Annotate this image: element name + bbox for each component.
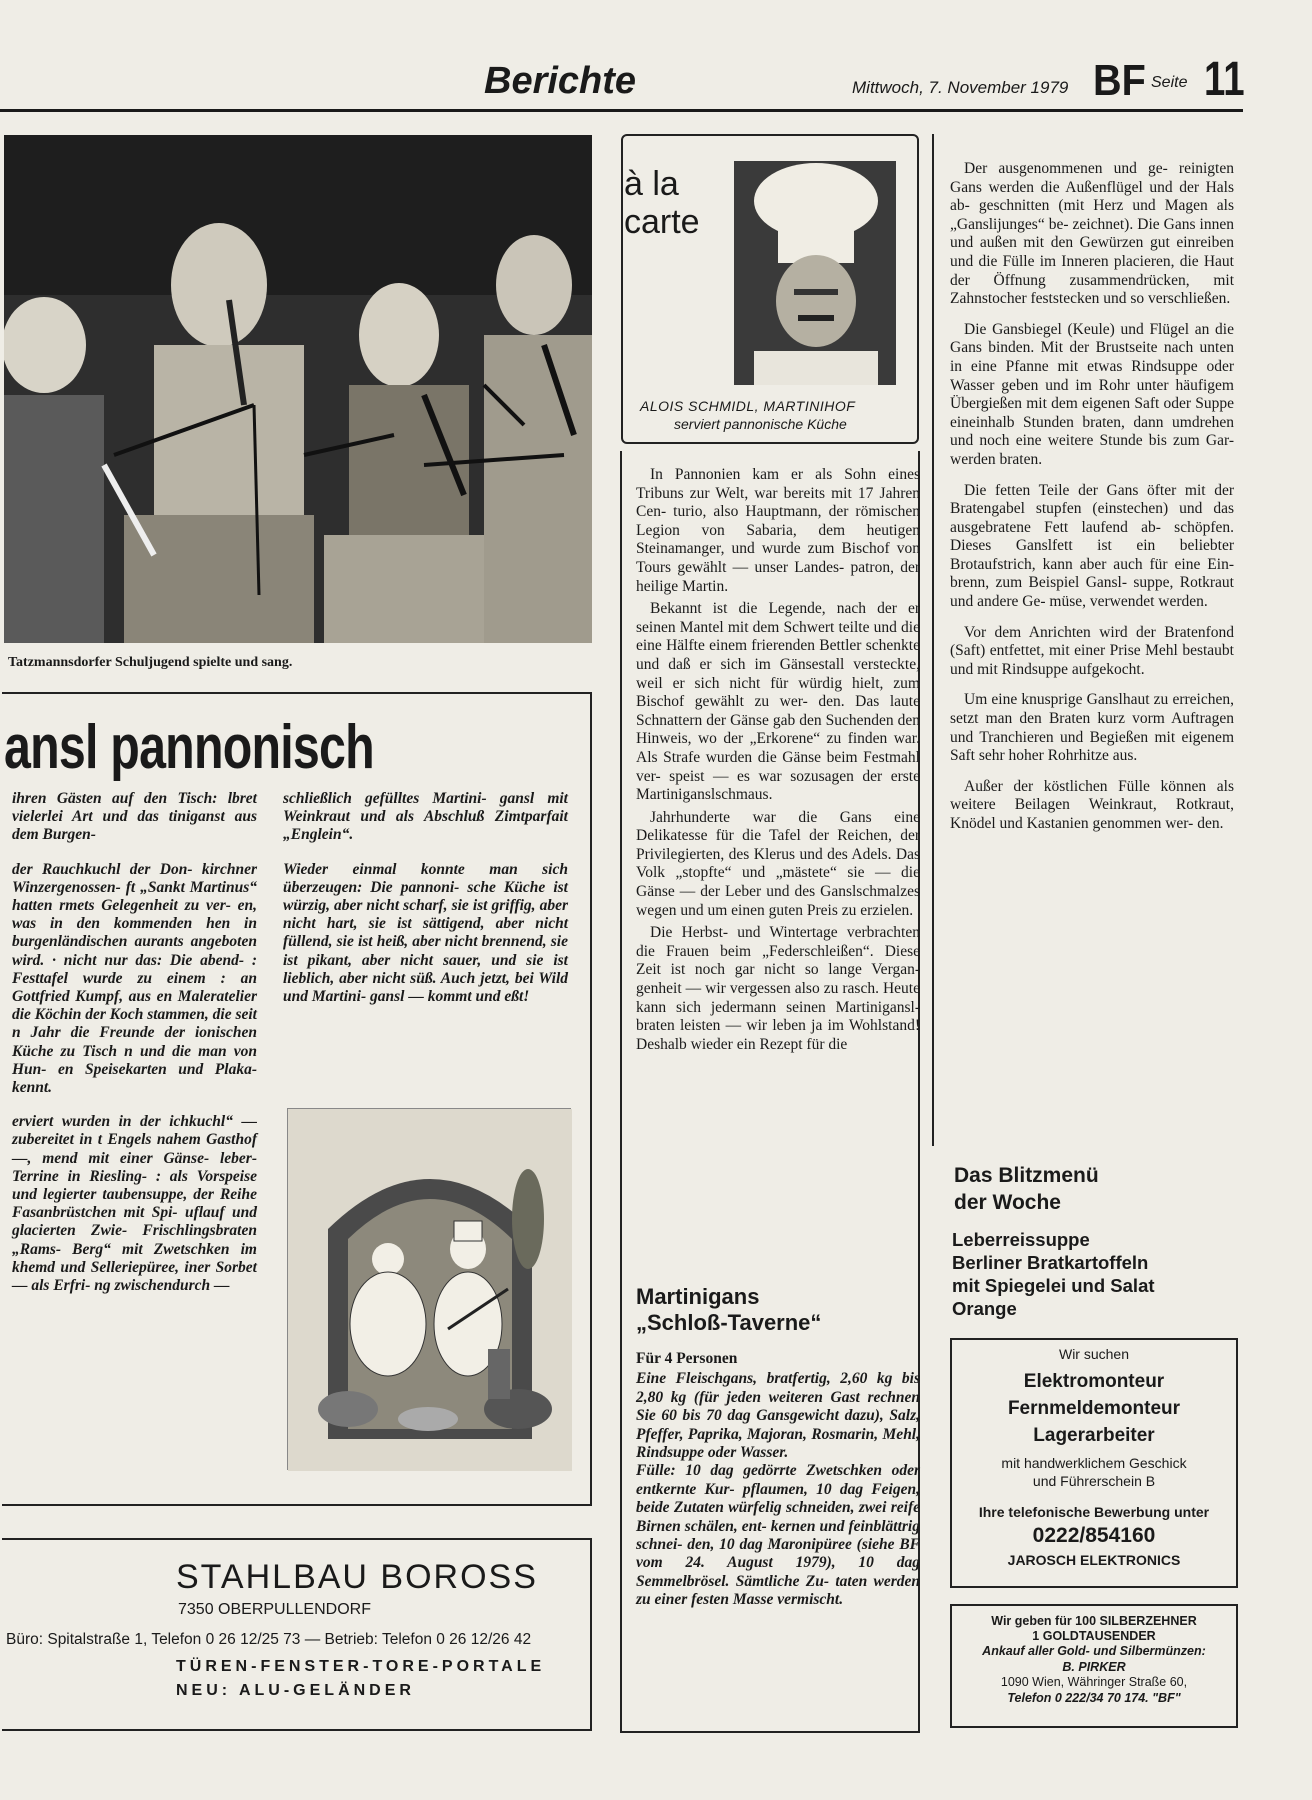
page-number: 11: [1204, 53, 1245, 106]
a-la-carte-title-line: à la: [624, 165, 679, 203]
ad-job-positions: [950, 1368, 1238, 1449]
section-title: Berichte: [484, 60, 637, 102]
ad-stahlbau-phones: Büro: Spitalstraße 1, Telefon 0 26 12/25 73 — Betrieb: Telefon 0 26 12/26 42: [6, 1631, 532, 1648]
article-paragraph: Um eine knusprige Ganslhaut zu erreichen, setzt man den Braten kurz vorm Auftragen und Tranchieren und Begießen mit eigenem Saft sehr hoher Rohrhitze aus.: [950, 691, 1234, 765]
ad-job-requirement: und Führerschein B: [1032, 1473, 1156, 1489]
recipe-title-line: „Schloß-Taverne“: [636, 1310, 822, 1335]
ad-stahlbau-products: TÜREN-FENSTER-TORE-PORTALE: [176, 1658, 546, 1675]
ad-job-phone: 0222/854160: [1032, 1524, 1156, 1547]
issue-date: Mittwoch, 7. November 1979: [852, 78, 1069, 97]
blitz-menu-item: Orange: [952, 1298, 1017, 1319]
article-column-right: [283, 790, 568, 1022]
article-paragraph: Die fetten Teile der Gans öfter mit der Bratengabel stupfen (einstechen) und das ausgebratene Fett laufend ab- schöpfen. Dieses Ganslfett ist ein beliebter Brotaufstrich, kann aber auch für eine Ein- brenn, zum Beispiel Gansl- suppe, Rotkraut und andere Ge- müse, verwendet werden.: [950, 481, 1234, 611]
ad-gold-dealer: B. PIRKER: [1062, 1660, 1126, 1674]
chef-caption-name: ALOIS SCHMIDL, MARTINIHOF: [640, 398, 856, 414]
article-paragraph: Die Gansbiegel (Keule) und Flügel an die Gans binden. Mit der Brustseite nach unten in eine Pfanne mit etwas Rindsuppe oder Wasser geben und im Rohr unter häufigem Übergießen mit dem eigenen Saft oder Suppe eineinhalb Stunden braten, dann umdrehen und noch eine weitere Stunde bis zum Gar- werden braten.: [950, 320, 1234, 468]
page-label: Seite: [1151, 74, 1188, 91]
blitz-menu-item: Leberreissuppe: [952, 1229, 1090, 1250]
ad-job-requirement: mit handwerklichem Geschick: [1001, 1455, 1187, 1471]
article-paragraph: schließlich gefülltes Martini- gansl mit Weinkraut und als Abschluß Zimtparfait „Englein“.: [283, 790, 568, 844]
middle-column: [636, 466, 920, 1058]
ad-job-requirements: [950, 1454, 1238, 1490]
a-la-carte-title-line: carte: [624, 203, 700, 241]
article-paragraph: Die Herbst- und Wintertage verbrachten die Frauen beim „Federschleißen“. Diese Zeit ist noch gar nicht so lange Vergan- genheit — wir vergessen also zu rasch. Heute kann sich jedermann seinen Martinigansl- braten leisten — wir leben ja im Wohlstand! Deshalb wieder ein Rezept für die: [636, 924, 920, 1053]
blitz-menu-items: [952, 1228, 1155, 1320]
kumpf-illustration: [287, 1108, 571, 1470]
article-paragraph: Außer der köstlichen Fülle können als weitere Beilagen Weinkraut, Rotkraut, Knödel und Kastanien genommen wer- den.: [950, 777, 1234, 832]
ad-stahlbau-new: NEU: ALU-GELÄNDER: [176, 1682, 415, 1699]
blitz-menu-item: Berliner Bratkartoffeln: [952, 1252, 1149, 1273]
recipe-servings: Für 4 Personen: [636, 1350, 738, 1367]
ad-gold-offer: [950, 1614, 1238, 1644]
article-paragraph: In Pannonien kam er als Sohn eines Tribuns zur Welt, war bereits mit 17 Jahren Cen- turio, also Hauptmann, der römischen Legion von Sabaria, dem heutigen Steinamanger, und wurde zum Bischof von Tours gewählt — unser Landes- patron, der heilige Martin.: [636, 466, 920, 595]
newspaper-logo: BF: [1093, 56, 1146, 105]
ad-gold-purchase: Ankauf aller Gold- und Silbermünzen:: [982, 1644, 1206, 1658]
article-paragraph: erviert wurden in der ichkuchl“ — zubereitet in t Engels nahem Gasthof —, mend mit einer Gänse- leber-Terrine in Riesling- : als Vorspeise und legierter taubensuppe, der Reihe Fasanbrüstchen mit Spi- uflauf und glacierten Zwie- Frischlingsbraten „Rams- Berg“ mit Zwetschken im khemd und Selleriepüree, iner Sorbet — als Erfri- ng zwischendurch —: [12, 1113, 257, 1295]
recipe-title-line: Martinigans: [636, 1284, 760, 1309]
article-paragraph: der Rauchkuchl der Don- kirchner Winzergenossen- ft „Sankt Martinus“ hatten rmets Gelegenheit zu ver- en, was in den kommenden hen in burgenländischen aurants angeboten wird. · nicht nur das: Die abend- : Festtafel wurde zu einem : an Gottfried Kumpf, aus en Maleratelier die Köchin der Koch stammen, die seit n Jahr die Freunde der ionischen Küche zu Tisch n und die man von Hun- en Speisekarten und Plaka- kennt.: [12, 860, 257, 1097]
recipe-body: [636, 1350, 920, 1610]
ad-stahlbau-town: 7350 OBERPULLENDORF: [178, 1601, 371, 1618]
column-divider: [932, 134, 934, 1146]
a-la-carte-title: [624, 165, 700, 241]
article-paragraph: Wieder einmal konnte man sich überzeugen: Die pannoni- sche Küche ist würzig, aber nicht scharf, sie ist griffig, aber nicht hart, sie ist sättigend, aber nicht füllend, sie ist heiß, aber nicht brennend, sie ist pikant, aber nicht sauer, und sie ist lieblich, aber nicht süß. Auch jetzt, bei Wild und Martini- gansl — kommt und eßt!: [283, 860, 568, 1006]
blitz-title-line: Das Blitzmenü: [954, 1164, 1099, 1187]
blitz-title-line: der Woche: [954, 1191, 1061, 1214]
header-rule: [0, 109, 1243, 112]
ad-gold-line: Wir geben für 100 SILBERZEHNER: [991, 1614, 1197, 1628]
article-paragraph: Der ausgenommenen und ge- reinigten Gans werden die Außenflügel und der Hals ab- geschnitten (mit Herz und Magen als „Ganslijunges“ be- zeichnet). Die Gans innen und außen mit den Gewürzen gut einreiben und die Fülle im Inneren placieren, die Haut der Öffnung zusammendrücken, mit Zahnstocher feststecken und so verschließen.: [950, 160, 1234, 308]
article-paragraph: Vor dem Anrichten wird der Bratenfond (Saft) entfettet, mit einer Prise Mehl bestaubt und mit Rindsuppe aufgekocht.: [950, 623, 1234, 678]
ad-stahlbau-name: STAHLBAU BOROSS: [176, 1558, 538, 1596]
recipe-title: [636, 1284, 821, 1336]
ad-gold-phone: Telefon 0 222/34 70 174. "BF": [1007, 1691, 1181, 1705]
photo-caption: Tatzmannsdorfer Schuljugend spielte und sang.: [8, 655, 293, 670]
chef-portrait: [734, 161, 896, 385]
children-photo-drawing: [4, 135, 592, 643]
cooks-illustration-drawing: [288, 1109, 572, 1471]
ad-job-intro: Wir suchen: [1058, 1346, 1130, 1362]
chef-portrait-drawing: [734, 161, 896, 385]
ad-job-position: Elektromonteur: [1023, 1371, 1165, 1392]
blitz-menu-title: [954, 1162, 1099, 1216]
blitz-menu-item: mit Spiegelei und Salat: [952, 1275, 1155, 1296]
article-headline: ansl pannonisch: [4, 713, 374, 782]
article-column-left: [12, 790, 257, 1311]
ad-gold-line: 1 GOLDTAUSENDER: [1032, 1629, 1156, 1643]
recipe-ingredients: Eine Fleischgans, bratfertig, 2,60 kg bis 2,80 kg (für jeden weiteren Gast rechnen Sie 60 bis 70 dag Gansgewicht dazu), Salz, Pfeffer, Paprika, Majoran, Rosmarin, Mehl, Rindsuppe oder Wasser.: [636, 1370, 920, 1462]
article-paragraph: Bekannt ist die Legende, nach der er seinen Mantel mit dem Schwert teilte und die eine Hälfte einem frierenden Bettler schenkte und daß er sich im Gänsestall versteckte, weil er sich nicht für würdig hielt, zum Bischof gewählt zu wer- den. Das laute Schnattern der Gänse gab den Suchenden den Hinweis, wo der „Erkorene“ zu finden war. Als Strafe wurden die Gänse beim Festmahl ver- speist — es war sozusagen der erste Martiniganslschmaus.: [636, 600, 920, 804]
ad-gold-address: 1090 Wien, Währinger Straße 60,: [1000, 1675, 1188, 1689]
right-column: [950, 160, 1234, 846]
chef-caption-subtitle: serviert pannonische Küche: [674, 416, 847, 432]
article-paragraph: Jahrhunderte war die Gans eine Delikatesse für die Tafel der Reichen, der Privilegierten, des Klerus und des Adels. Das Volk „stopfte“ und „mästete“ sie — die Gänse — der Leber und des Ganslschmalzes wegen und um einen guten Preis zu erzielen.: [636, 808, 920, 919]
recipe-stuffing: Fülle: 10 dag gedörrte Zwetschken oder entkernte Kur- pflaumen, 10 dag Feigen, beide Zutaten würfelig schneiden, zwei reife Birnen schälen, ent- kernen und feinblättrig schnei- den, 10 dag Maronipüree (siehe BF vom 24. August 1979), 10 dag Semmelbrösel. Sämtliche Zu- taten werden zu einer festen Masse vermischt.: [636, 1462, 920, 1609]
ad-job-company: JAROSCH ELEKTRONICS: [1007, 1552, 1181, 1568]
ad-job-position: Lagerarbeiter: [1033, 1425, 1155, 1446]
children-photo: [4, 135, 592, 643]
article-paragraph: ihren Gästen auf den Tisch: lbret vielerlei Art und das tiniganst aus dem Burgen-: [12, 790, 257, 844]
ad-job-apply: Ihre telefonische Bewerbung unter: [978, 1504, 1210, 1520]
ad-job-position: Fernmeldemonteur: [1007, 1398, 1181, 1419]
